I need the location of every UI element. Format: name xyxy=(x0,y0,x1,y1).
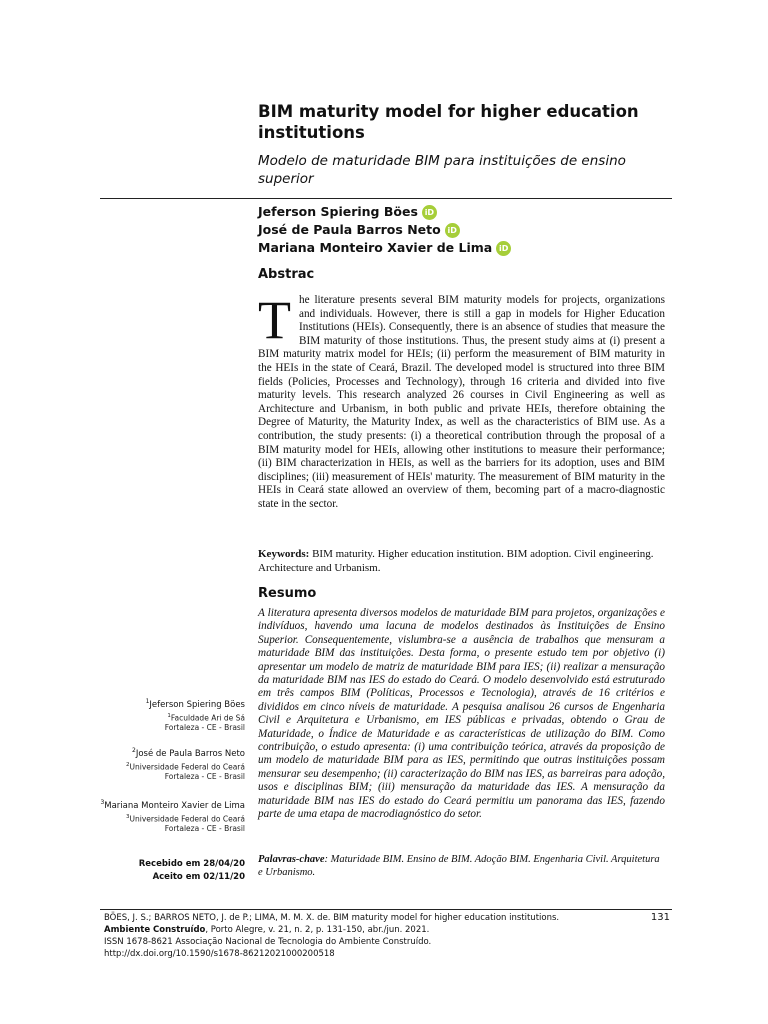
affiliation-author: Jeferson Spiering Böes xyxy=(149,699,245,710)
author-name: José de Paula Barros Neto xyxy=(258,222,441,237)
issn-line: ISSN 1678-8621 Associação Nacional de Tecnologia do Ambiente Construído. xyxy=(104,937,432,947)
author-line xyxy=(258,221,678,239)
article-title: BIM maturity model for higher education institutions xyxy=(258,102,639,142)
footer-divider xyxy=(100,909,672,910)
doi-link[interactable]: http://dx.doi.org/10.1590/s1678-86212021000200518 xyxy=(104,949,335,959)
palavras-chave-text: : Maturidade BIM. Ensino de BIM. Adoção BIM. Engenharia Civil. Arquitetura e Urbanismo. xyxy=(258,854,660,878)
affiliation-author: José de Paula Barros Neto xyxy=(135,748,245,759)
abstract-heading: Abstrac xyxy=(258,267,315,282)
palavras-chave-label: Palavras-chave xyxy=(258,854,325,865)
received-date: Recebido em 28/04/20 xyxy=(138,859,245,869)
affiliation-3 xyxy=(100,797,245,834)
journal-name: Ambiente Construído xyxy=(104,925,206,935)
article-subtitle: Modelo de maturidade BIM para instituições de ensino superior xyxy=(258,153,626,187)
affiliation-marker: 1 xyxy=(145,698,150,705)
header-divider xyxy=(100,198,672,199)
affiliation-institution: Universidade Federal do Ceará xyxy=(129,762,245,772)
journal-details: , Porto Alegre, v. 21, n. 2, p. 131-150, abr./jun. 2021. xyxy=(205,925,430,935)
affiliation-marker: 3 xyxy=(100,799,105,806)
page-number: 131 xyxy=(650,912,670,923)
affiliation-institution: Faculdade Ari de Sá xyxy=(170,713,245,723)
affiliation-marker: 3 xyxy=(126,813,130,820)
affiliation-marker: 1 xyxy=(167,712,171,719)
affiliation-author: Mariana Monteiro Xavier de Lima xyxy=(104,800,245,811)
citation-text: BÖES, J. S.; BARROS NETO, J. de P.; LIMA, M. M. X. de. BIM maturity model for higher education institutions. xyxy=(104,913,560,923)
author-name: Mariana Monteiro Xavier de Lima xyxy=(258,240,493,255)
resumo-keywords xyxy=(258,853,665,879)
orcid-icon[interactable]: iD xyxy=(445,223,460,238)
affiliation-1 xyxy=(100,696,245,733)
abstract-dropcap: T xyxy=(258,290,291,350)
affiliation-marker: 2 xyxy=(132,747,136,754)
citation-footer xyxy=(104,912,624,960)
author-name: Jeferson Spiering Böes xyxy=(258,204,418,219)
author-line xyxy=(258,239,678,257)
affiliation-2 xyxy=(100,745,245,782)
submission-dates xyxy=(100,858,245,884)
resumo-body: A literatura apresenta diversos modelos de maturidade BIM para projetos, organizações e indivíduos, havendo uma lacuna de modelos destinados às Instituições de Ensino Superior. Consequentemente, vislumbra-se a ausência de trabalhos que mensuram a maturidade BIM das instituições. Desta forma, o presente estudo tem por objetivo (i) apresentar um modelo de matriz de maturidade BIM para IES; (ii) realizar a mensuração da maturidade BIM nas IES do estado do Ceará. O modelo desenvolvido está estruturado em três campos BIM (Políticas, Processos e Tecnologia), através de 16 critérios e divididos em cinco níveis de maturidade. A pesquisa analisou 26 cursos de Engenharia Civil e Arquitetura e Urbanismo, em IES públicas e privadas, obtendo o Grau de Maturidade, o Índice de Maturidade e as características de utilização do BIM. Como contribuição, o estudo apresenta: (i) uma contribuição teórica, através da proposição de um modelo de maturidade BIM para as IES, permitindo que outras instituições possam mensurar seu desempenho; (ii) caracterização do BIM nas IES, as barreiras para adoção, usos e disciplinas BIM; (iii) mensuração da maturidade das IES. A mensuração da maturidade BIM nas IES do estado do Ceará permitiu um panorama das IES, fazendo parte de uma etapa de macrodiagnóstico do setor. xyxy=(258,607,665,821)
resumo-heading: Resumo xyxy=(258,586,317,601)
affiliation-city: Fortaleza - CE - Brasil xyxy=(164,772,245,782)
author-list xyxy=(258,203,678,257)
abstract-keywords xyxy=(258,548,665,575)
keywords-text: BIM maturity. Higher education institution. BIM adoption. Civil engineering. Architecture and Urbanism. xyxy=(258,548,654,574)
affiliation-institution: Universidade Federal do Ceará xyxy=(129,814,245,824)
accepted-date: Aceito em 02/11/20 xyxy=(152,872,245,882)
keywords-label: Keywords: xyxy=(258,548,310,560)
affiliation-city: Fortaleza - CE - Brasil xyxy=(164,824,245,834)
author-line xyxy=(258,203,678,221)
orcid-icon[interactable]: iD xyxy=(496,241,511,256)
orcid-icon[interactable]: iD xyxy=(422,205,437,220)
abstract-body xyxy=(258,290,665,512)
affiliation-city: Fortaleza - CE - Brasil xyxy=(164,723,245,733)
affiliation-marker: 2 xyxy=(126,761,130,768)
abstract-text: he literature presents several BIM maturity models for projects, organizations and individuals. However, there is still a gap in models for Higher Education Institutions (HEIs). Consequently, there is an absence of studies that measure the BIM maturity of those institutions. Thus, the present study aims at (i) present a BIM maturity matrix model for HEIs; (ii) perform the measurement of BIM maturity in the HEIs in the state of Ceará, Brazil. The developed model is structured into three BIM fields (Policies, Processes and Technology), through 16 criteria and divided into five maturity levels. This research analyzed 26 courses in Civil Engineering as well as Architecture and Urbanism, in both public and private HEIs, therefore obtaining the Degree of Maturity, the Maturity Index, as well as the characteristics of BIM use. As a contribution, the study presents: (i) a theoretical contribution through the proposal of a BIM maturity model for HEIs, allowing other institutions to measure their performance; (ii) BIM characterization in HEIs, as well as the barriers for its adoption, uses and BIM disciplines; (iii) measurement of HEIs' maturity. The measurement of BIM maturity in the HEIs in Ceará state allowed an overview of them, becoming part of a macro-diagnostic state in the sector. xyxy=(258,294,665,510)
